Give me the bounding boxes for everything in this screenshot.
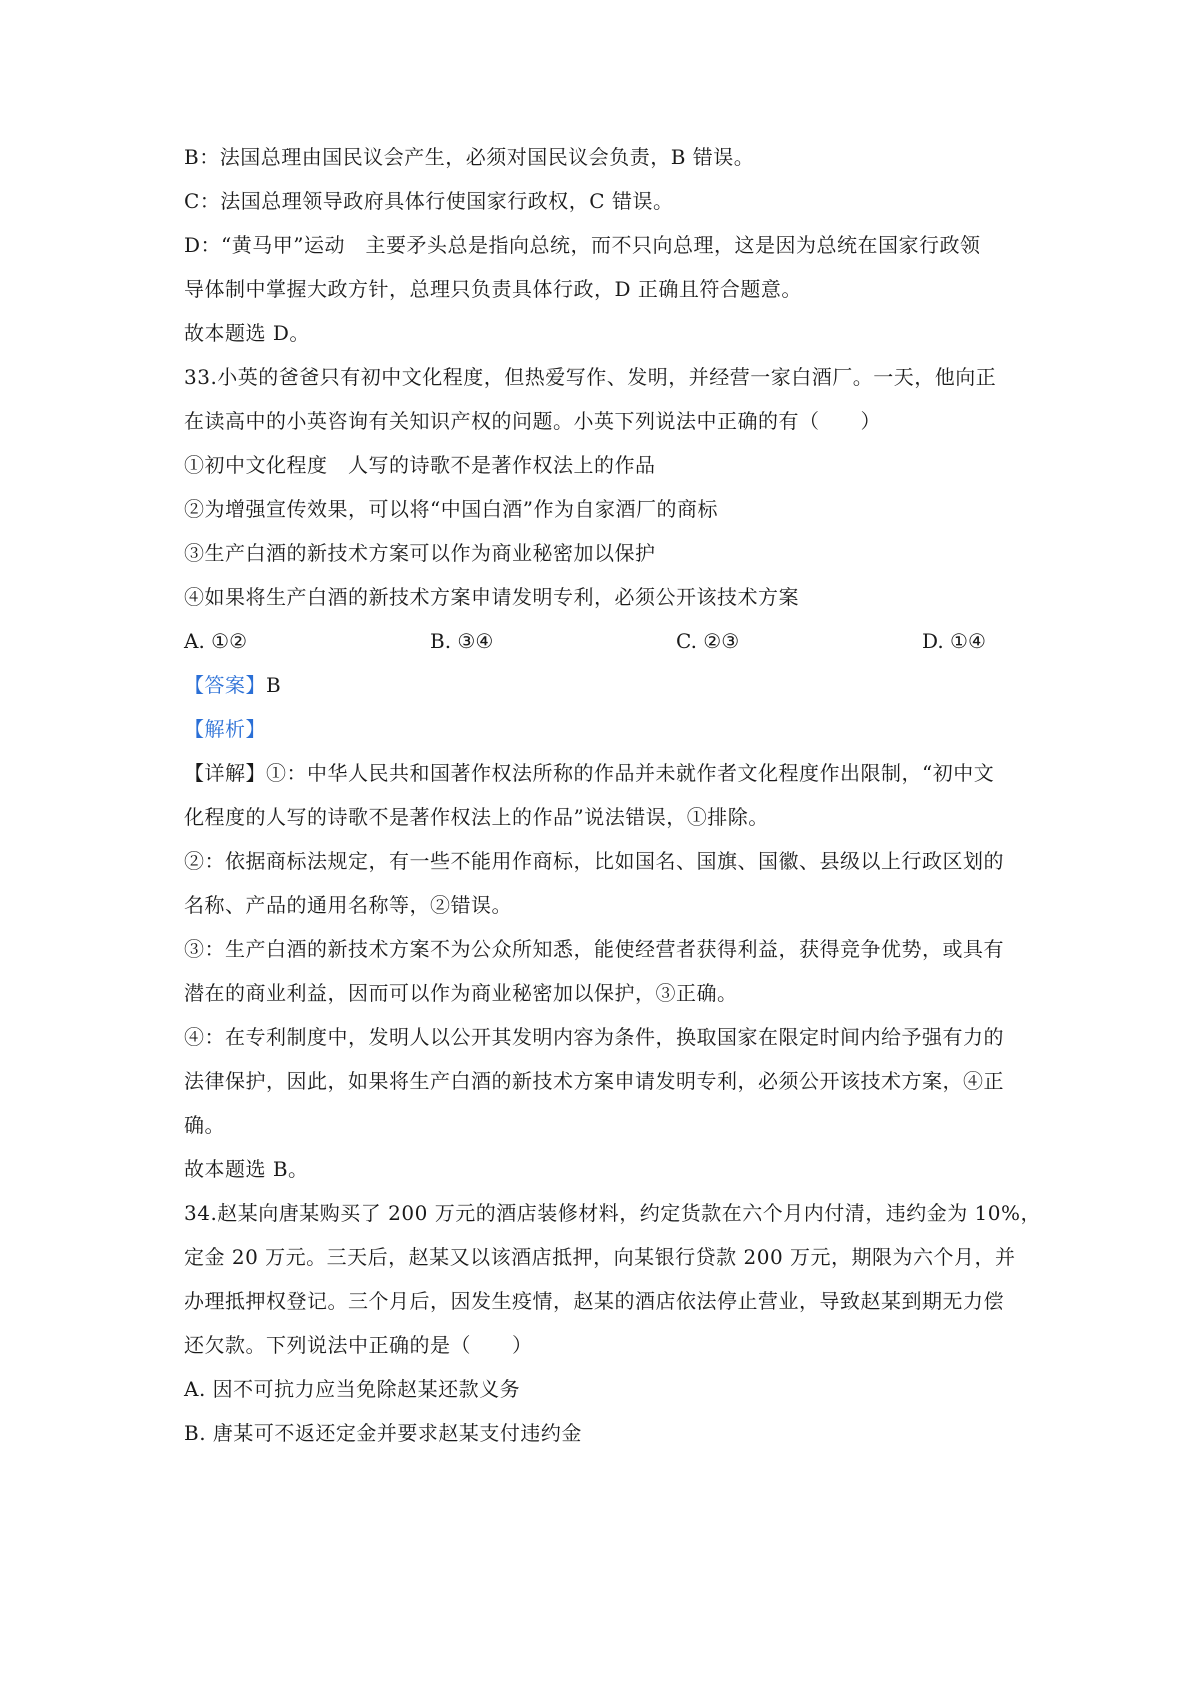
q32-analysis-c: C：法国总理领导政府具体行使国家行政权，C 错误。 bbox=[184, 189, 674, 213]
q33-stem-line2: 在读高中的小英咨询有关知识产权的问题。小英下列说法中正确的有（ ） bbox=[184, 409, 881, 433]
q33-detail-4b: 法律保护，因此，如果将生产白酒的新技术方案申请发明专利，必须公开该技术方案，④正 bbox=[184, 1069, 1004, 1093]
q33-option-a: A. ①② bbox=[184, 629, 248, 653]
q32-analysis-b: B：法国总理由国民议会产生，必须对国民议会负责，B 错误。 bbox=[184, 145, 755, 169]
q33-detail-2a: ②：依据商标法规定，有一些不能用作商标，比如国名、国旗、国徽、县级以上行政区划的 bbox=[184, 849, 1004, 873]
q33-stem-line1: 33.小英的爸爸只有初中文化程度，但热爱写作、发明，并经营一家白酒厂。一天，他向正 bbox=[184, 365, 997, 389]
q33-detail-1b: 化程度的人写的诗歌不是著作权法上的作品”说法错误，①排除。 bbox=[184, 805, 769, 829]
q34-stem-line4: 还欠款。下列说法中正确的是（ ） bbox=[184, 1333, 533, 1357]
q33-statement-2: ②为增强宣传效果，可以将“中国白酒”作为自家酒厂的商标 bbox=[184, 497, 718, 521]
q32-analysis-d-line1: D：“黄马甲”运动 主要矛头总是指向总统，而不只向总理，这是因为总统在国家行政领 bbox=[184, 233, 981, 257]
q33-option-d: D. ①④ bbox=[922, 629, 986, 653]
q33-detail-1a bbox=[184, 759, 1034, 787]
q34-stem-line2: 定金 20 万元。三天后，赵某又以该酒店抵押，向某银行贷款 200 万元，期限为六个月，并 bbox=[184, 1245, 1016, 1269]
q33-detail-2b: 名称、产品的通用名称等，②错误。 bbox=[184, 893, 512, 917]
q32-conclusion: 故本题选 D。 bbox=[184, 321, 310, 345]
q33-detail-3b: 潜在的商业利益，因而可以作为商业秘密加以保护，③正确。 bbox=[184, 981, 738, 1005]
q33-conclusion: 故本题选 B。 bbox=[184, 1157, 309, 1181]
q33-statement-3: ③生产白酒的新技术方案可以作为商业秘密加以保护 bbox=[184, 541, 656, 565]
q34-stem-line1: 34.赵某向唐某购买了 200 万元的酒店装修材料，约定货款在六个月内付清，违约金为 10%， bbox=[184, 1201, 1042, 1225]
q34-option-a: A. 因不可抗力应当免除赵某还款义务 bbox=[184, 1377, 521, 1401]
q33-answer bbox=[184, 671, 1034, 699]
q33-analysis-heading bbox=[184, 715, 1034, 743]
q33-option-b: B. ③④ bbox=[430, 629, 494, 653]
detail-1a-text: ①：中华人民共和国著作权法所称的作品并未就作者文化程度作出限制，“初中文 bbox=[266, 761, 995, 785]
q34-stem-line3: 办理抵押权登记。三个月后，因发生疫情，赵某的酒店依法停止营业，导致赵某到期无力偿 bbox=[184, 1289, 1004, 1313]
q33-statement-1: ①初中文化程度 人写的诗歌不是著作权法上的作品 bbox=[184, 453, 656, 477]
q33-detail-3a: ③：生产白酒的新技术方案不为公众所知悉，能使经营者获得利益，获得竞争优势，或具有 bbox=[184, 937, 1004, 961]
answer-value: B bbox=[266, 673, 282, 697]
answer-tag: 【答案】 bbox=[184, 673, 266, 697]
q32-analysis-d-line2: 导体制中掌握大政方针，总理只负责具体行政，D 正确且符合题意。 bbox=[184, 277, 802, 301]
q33-statement-4: ④如果将生产白酒的新技术方案申请发明专利，必须公开该技术方案 bbox=[184, 585, 799, 609]
q33-option-c: C. ②③ bbox=[676, 629, 740, 653]
detail-tag: 【详解】 bbox=[184, 761, 266, 785]
q33-detail-4c: 确。 bbox=[184, 1113, 225, 1137]
q33-detail-4a: ④：在专利制度中，发明人以公开其发明内容为条件，换取国家在限定时间内给予强有力的 bbox=[184, 1025, 1004, 1049]
analysis-tag: 【解析】 bbox=[184, 717, 266, 741]
q34-option-b: B. 唐某可不返还定金并要求赵某支付违约金 bbox=[184, 1421, 582, 1445]
